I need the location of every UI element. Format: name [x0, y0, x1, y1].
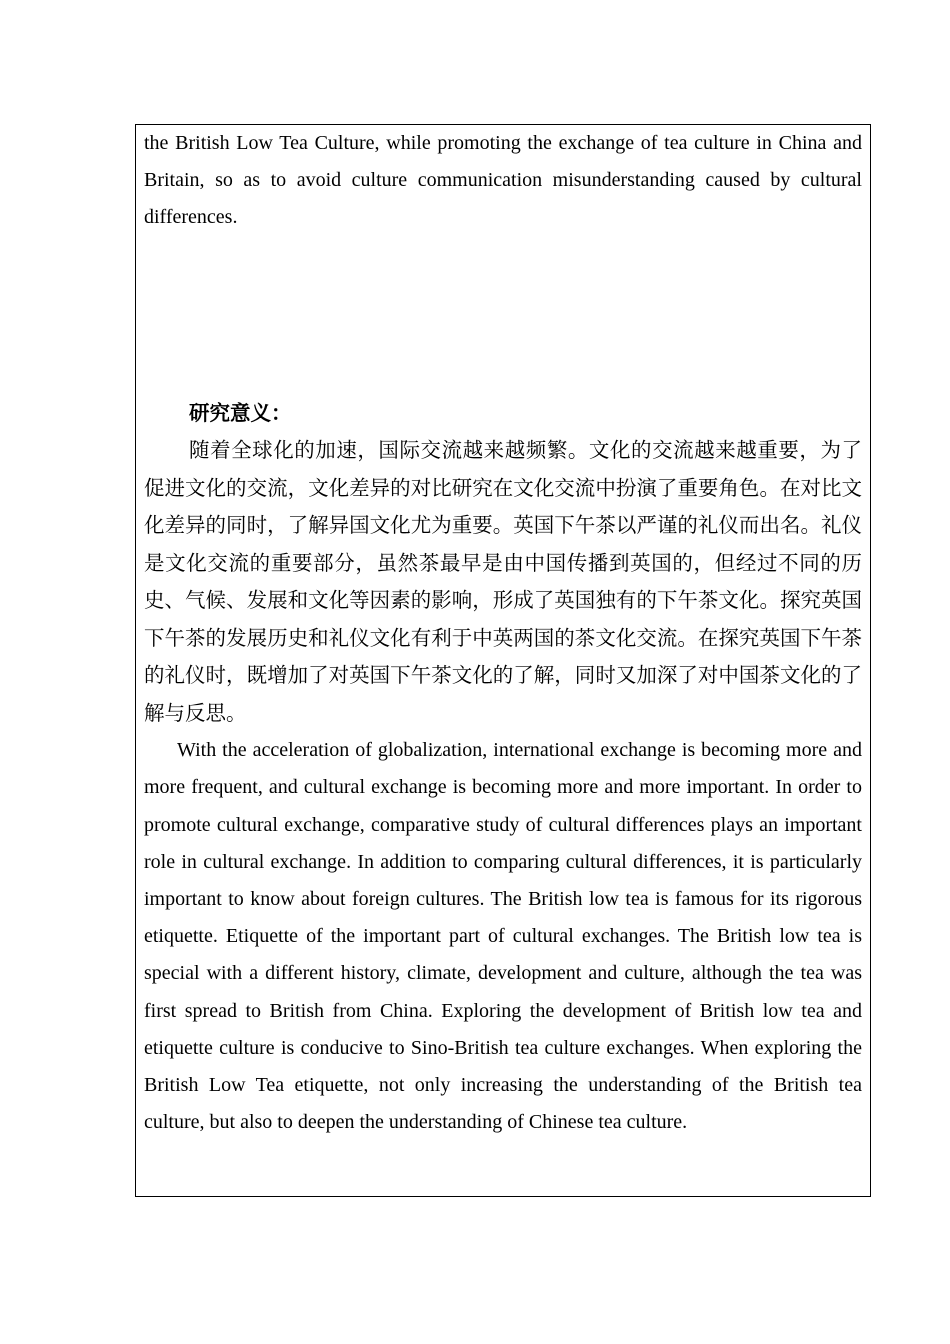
document-content [144, 125, 862, 1141]
section-heading-significance: 研究意义： [189, 400, 292, 425]
continuation-paragraph: the British Low Tea Culture, while promoting the exchange of tea culture in China and Britain, so as to avoid culture communication misunderstanding caused by cultural differences. [144, 132, 862, 229]
chinese-paragraph: 随着全球化的加速，国际交流越来越频繁。文化的交流越来越重要，为了促进文化的交流，文化差异的对比研究在文化交流中扮演了重要角色。在对比文化差异的同时，了解异国文化尤为重要。英国下午茶以严谨的礼仪而出名。礼仪是文化交流的重要部分，虽然茶最早是由中国传播到英国的，但经过不同的历史、气候、发展和文化等因素的影响，形成了英国独有的下午茶文化。探究英国下午茶的发展历史和礼仪文化有利于中英两国的茶文化交流。在探究英国下午茶的礼仪时，既增加了对英国下午茶文化的了解，同时又加深了对中国茶文化的了解与反思。 [144, 438, 862, 725]
document-table-frame [135, 124, 871, 1197]
english-paragraph: With the acceleration of globalization, international exchange is becoming more and more frequent, and cultural exchange is becoming more and more important. In order to promote cultural exchange, comparative study of cultural differences plays an important role in cultural exchange. In addition to comparing cultural differences, it is particularly important to know about foreign cultures. The British low tea is famous for its rigorous etiquette. Etiquette of the important part of cultural exchanges. The British low tea is special with a different history, climate, development and culture, although the tea was first spread to British from China. Exploring the development of British low tea and etiquette culture is conducive to Sino-British tea culture exchanges. When exploring the British Low Tea etiquette, not only increasing the understanding of the British tea culture, but also to deepen the understanding of Chinese tea culture. [144, 739, 862, 1134]
